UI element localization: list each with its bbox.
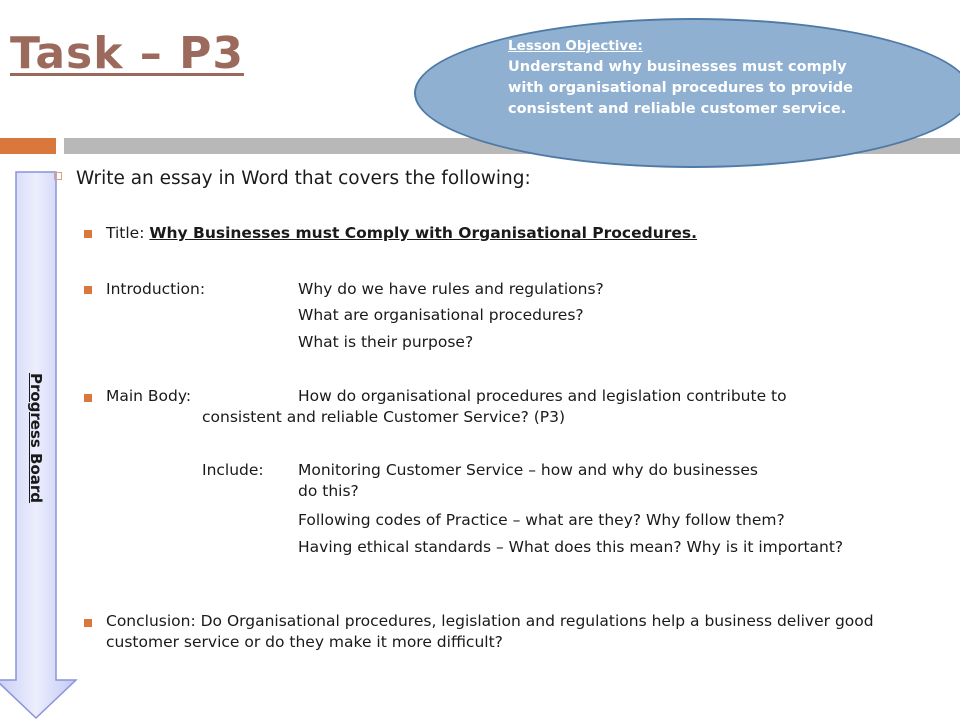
include-item-3: Having ethical standards – What does this mean? Why is it important? [298, 538, 844, 556]
include-item-1-line-2: do this? [298, 482, 359, 500]
introduction-label: Introduction: [106, 280, 206, 298]
objective-text: Understand why businesses must comply with organisational procedures to provide consistent and reliable customer service. [508, 59, 853, 117]
main-body-line-1: How do organisational procedures and legislation contribute to [298, 387, 787, 405]
title-item [106, 224, 697, 242]
title-value: Why Businesses must Comply with Organisational Procedures. [149, 224, 698, 242]
main-body-line-2: consistent and reliable Customer Service? (P3) [202, 408, 566, 426]
objective-label: Lesson Objective: [508, 38, 643, 54]
slide-title: Task – P3 [10, 28, 244, 79]
bullet-introduction [84, 286, 92, 294]
introduction-line-1: Why do we have rules and regulations? [298, 280, 604, 298]
bullet-conclusion [84, 619, 92, 627]
lead-bullet [54, 172, 62, 180]
include-item-1-line-1: Monitoring Customer Service – how and why do businesses [298, 461, 758, 479]
main-body-label: Main Body: [106, 387, 192, 405]
header-bar-accent [0, 138, 56, 154]
objective-text-block [508, 36, 868, 120]
bullet-title [84, 230, 92, 238]
conclusion-line-2: customer service or do they make it more difficult? [106, 633, 503, 651]
lead-text: Write an essay in Word that covers the following: [76, 168, 531, 189]
bullet-main-body [84, 394, 92, 402]
progress-board-label: Progress Board [27, 372, 45, 504]
introduction-line-3: What is their purpose? [298, 333, 474, 351]
introduction-line-2: What are organisational procedures? [298, 306, 584, 324]
include-label: Include: [202, 461, 264, 479]
conclusion-line-1: Conclusion: Do Organisational procedures, legislation and regulations help a business deliver good [106, 612, 874, 630]
title-prefix: Title: [106, 224, 150, 242]
include-item-2: Following codes of Practice – what are they? Why follow them? [298, 511, 785, 529]
